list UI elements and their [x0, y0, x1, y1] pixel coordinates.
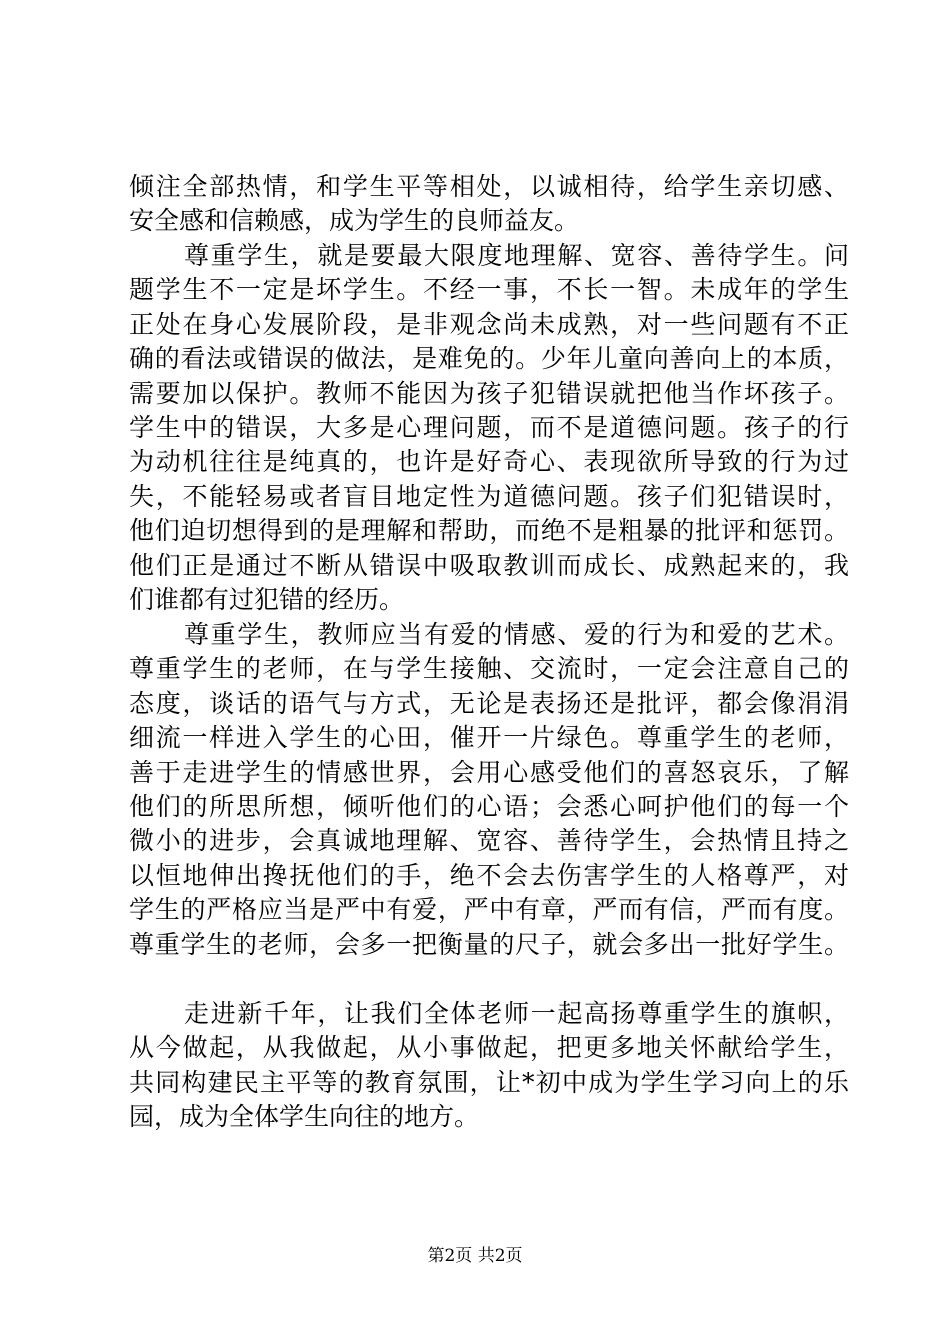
paragraph-line: 倾注全部热情，和学生平等相处，以诚相待，给学生亲切感、 — [129, 172, 849, 201]
paragraph-4 — [129, 997, 849, 1135]
paragraph-2 — [129, 239, 849, 617]
paragraph-line: 为动机往往是纯真的，也许是好奇心、表现欲所导致的行为过 — [129, 447, 849, 477]
paragraph-1 — [129, 170, 849, 239]
paragraph-line: 他们正是通过不断从错误中吸取教训而成长、成熟起来的，我 — [129, 550, 849, 580]
paragraph-line: 共同构建民主平等的教育氛围，让*初中成为学生学习向上的乐 — [129, 1067, 849, 1097]
paragraph-line: 失，不能轻易或者盲目地定性为道德问题。孩子们犯错误时， — [129, 481, 849, 511]
paragraph-3 — [129, 618, 849, 962]
paragraph-line: 细流一样进入学生的心田，催开一片绿色。尊重学生的老师， — [129, 723, 849, 753]
paragraph-line: 确的看法或错误的做法，是难免的。少年儿童向善向上的本质， — [129, 344, 849, 374]
paragraph-line: 学生的严格应当是严中有爱，严中有章，严而有信，严而有度。 — [129, 895, 849, 925]
paragraph-line: 态度，谈话的语气与方式，无论是表扬还是批评，都会像涓涓 — [129, 688, 849, 718]
paragraph-line: 们谁都有过犯错的经历。 — [129, 584, 405, 614]
paragraph-line: 他们迫切想得到的是理解和帮助，而绝不是粗暴的批评和惩罚。 — [129, 516, 849, 546]
paragraph-line: 尊重学生，教师应当有爱的情感、爱的行为和爱的艺术。 — [184, 620, 849, 649]
paragraph-line: 微小的进步，会真诚地理解、宽容、善待学生，会热情且持之 — [129, 826, 849, 856]
paragraph-line: 需要加以保护。教师不能因为孩子犯错误就把他当作坏孩子。 — [129, 378, 849, 408]
page-number: 第2页 共2页 — [427, 1246, 523, 1266]
paragraph-line: 尊重学生的老师，在与学生接触、交流时，一定会注意自己的 — [129, 654, 849, 684]
paragraph-line: 尊重学生，就是要最大限度地理解、宽容、善待学生。问 — [184, 241, 849, 270]
paragraph-line: 从今做起，从我做起，从小事做起，把更多地关怀献给学生， — [129, 1033, 849, 1063]
paragraph-line: 尊重学生的老师，会多一把衡量的尺子，就会多出一批好学生。 — [129, 929, 849, 959]
paragraph-line: 学生中的错误，大多是心理问题，而不是道德问题。孩子的行 — [129, 412, 849, 442]
page-footer — [0, 1241, 950, 1266]
paragraph-line: 安全感和信赖感，成为学生的良师益友。 — [129, 206, 580, 236]
paragraph-line: 善于走进学生的情感世界，会用心感受他们的喜怒哀乐，了解 — [129, 757, 849, 787]
paragraph-line: 以恒地伸出搀抚他们的手，绝不会去伤害学生的人格尊严，对 — [129, 860, 849, 890]
paragraph-line: 正处在身心发展阶段，是非观念尚未成熟，对一些问题有不正 — [129, 309, 849, 339]
paragraph-line: 走进新千年，让我们全体老师一起高扬尊重学生的旗帜， — [184, 999, 849, 1028]
paragraph-line: 题学生不一定是坏学生。不经一事，不长一智。未成年的学生 — [129, 275, 849, 305]
paragraph-line: 园，成为全体学生向往的地方。 — [129, 1102, 480, 1132]
paragraph-line: 他们的所思所想，倾听他们的心语；会悉心呵护他们的每一个 — [129, 791, 849, 821]
